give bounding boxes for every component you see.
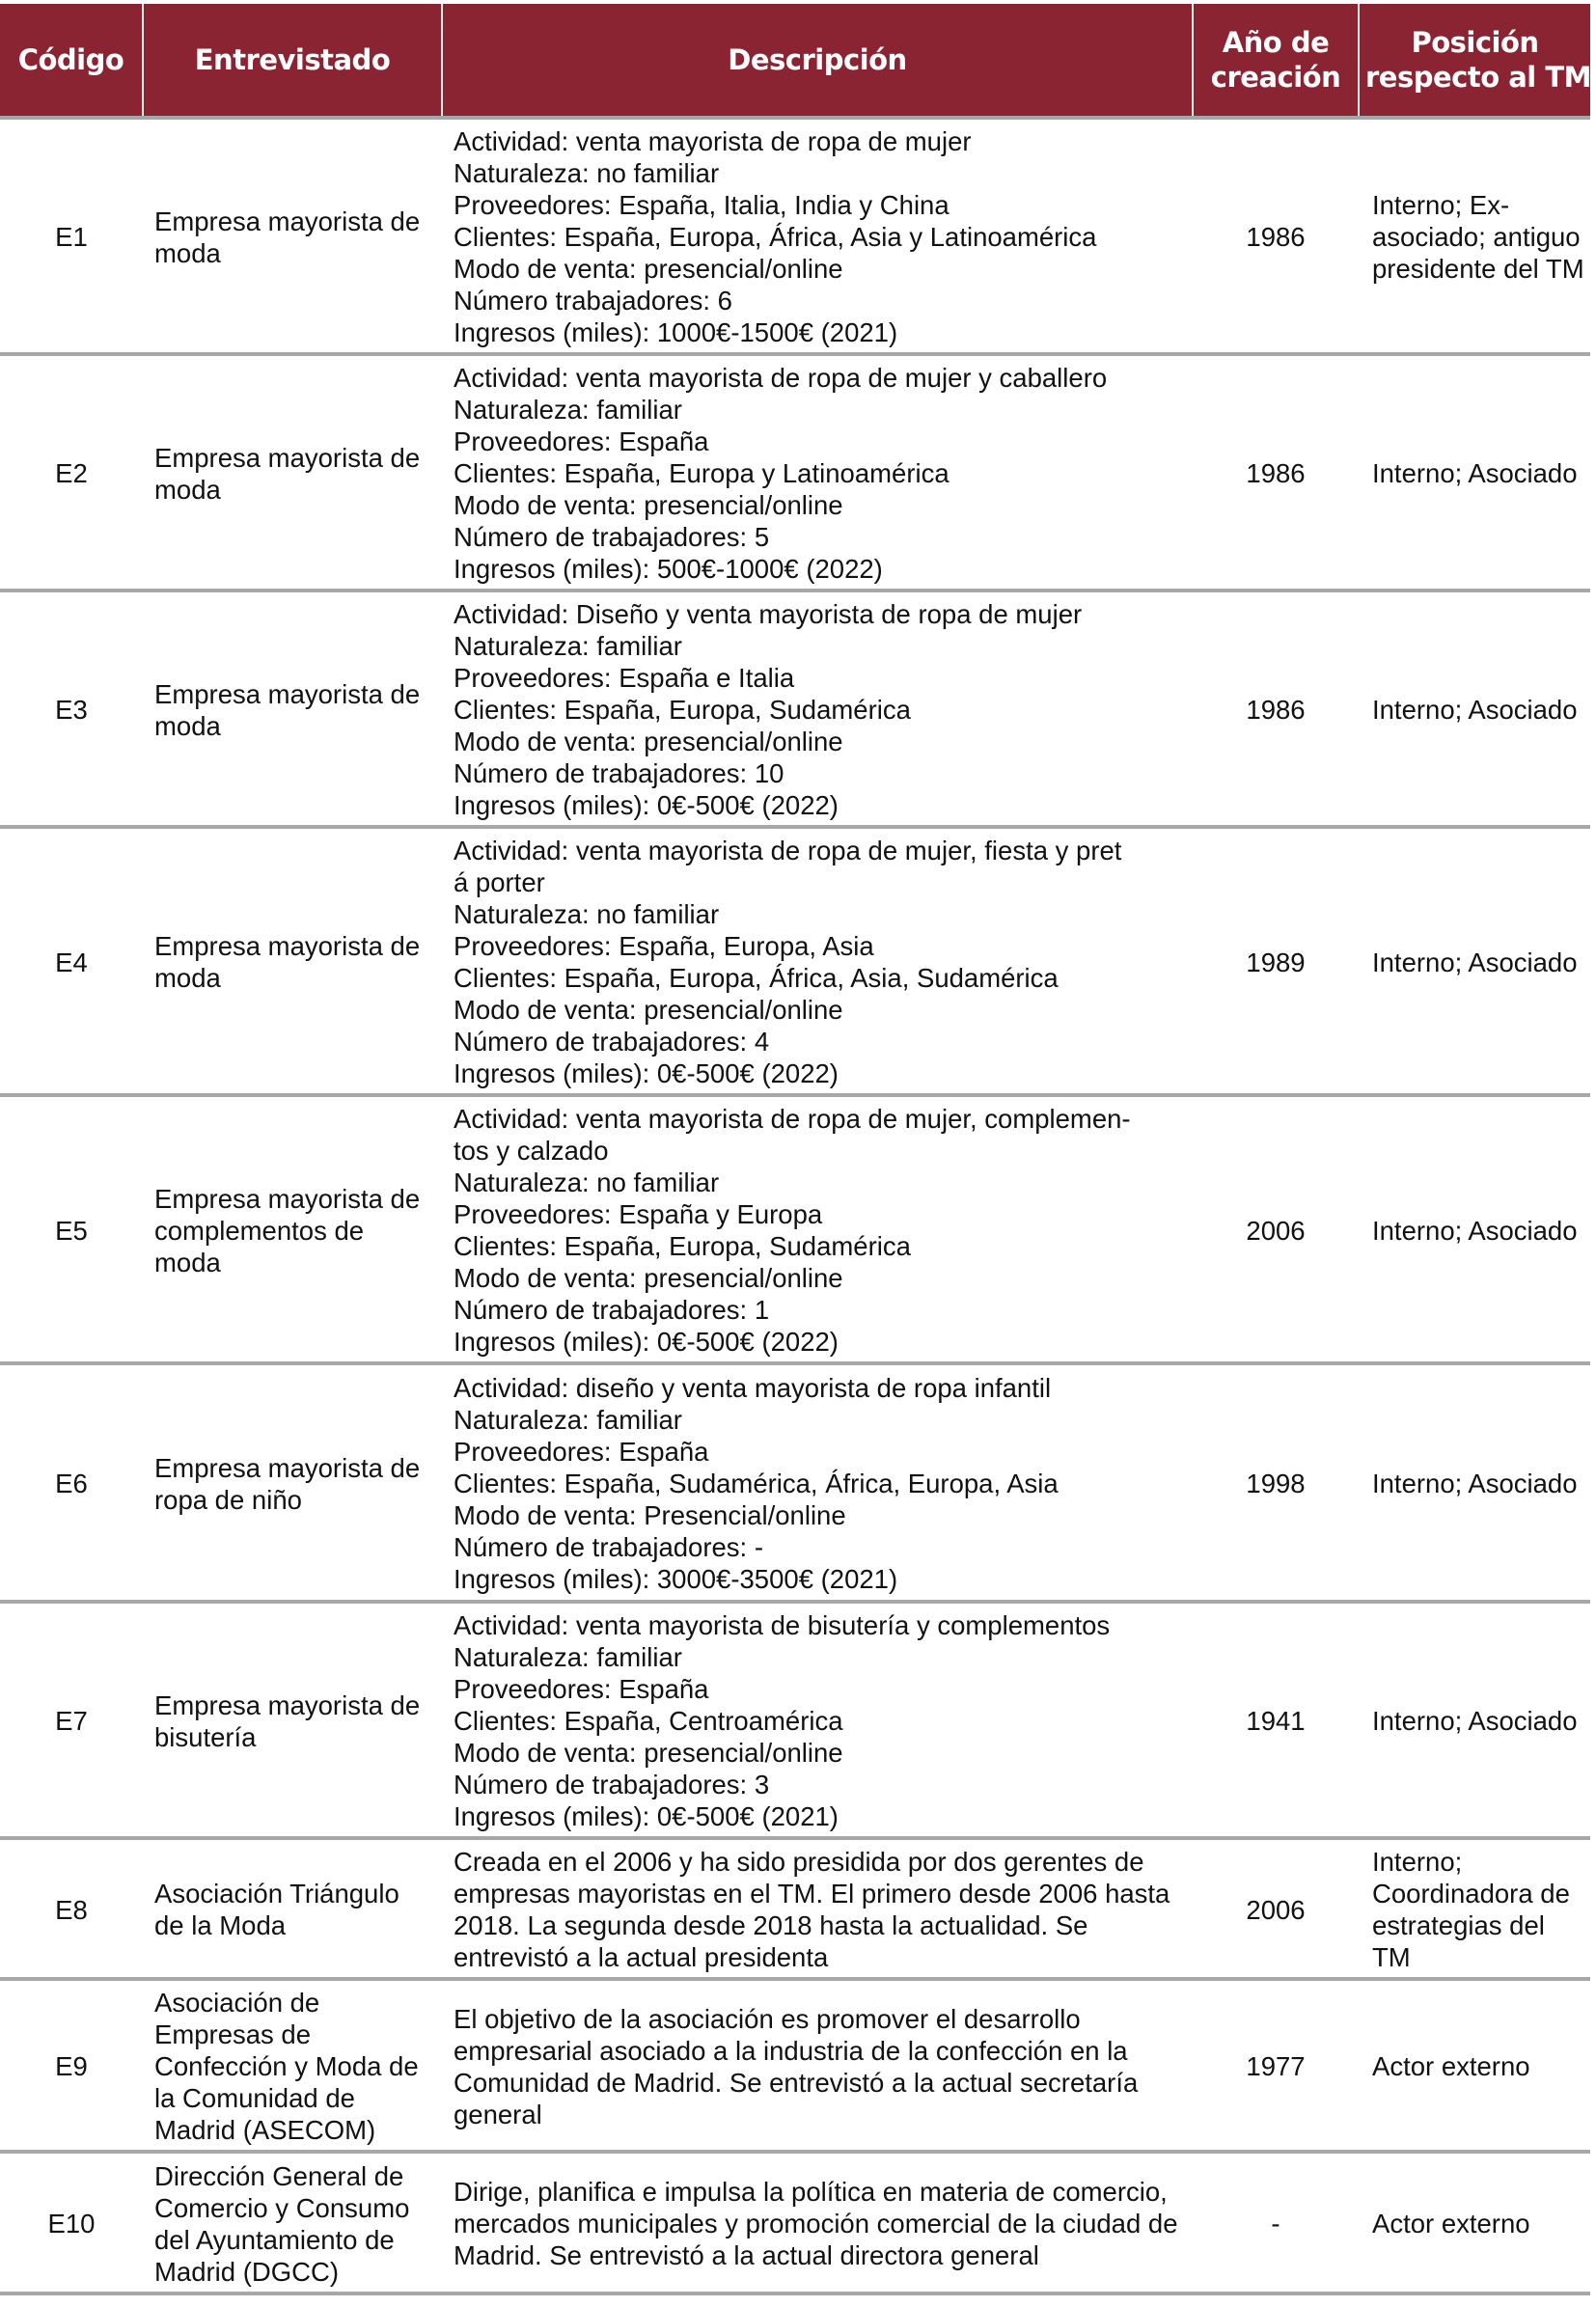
header-year — [1193, 4, 1359, 118]
interviewees-table — [0, 4, 1590, 2295]
description-line: Proveedores: España y Europa — [454, 1199, 823, 1229]
row-year: 2006 — [1193, 1838, 1359, 1979]
description-line: Clientes: España, Sudamérica, África, Europa, Asia — [454, 1469, 1059, 1498]
row-year: 1977 — [1193, 1979, 1359, 2152]
row-year: 1941 — [1193, 1602, 1359, 1838]
row-description — [442, 1095, 1193, 1363]
header-position — [1359, 4, 1590, 118]
table-row — [0, 354, 1590, 590]
description-line: Número de trabajadores: 10 — [454, 758, 784, 788]
description-line: Proveedores: España — [454, 426, 709, 456]
row-interviewee: Empresa mayorista de bisutería — [143, 1602, 442, 1838]
header-year-line1: Año de — [1222, 26, 1330, 59]
description-line: Modo de venta: presencial/online — [454, 254, 843, 284]
description-line: Ingresos (miles): 0€-500€ (2021) — [454, 1801, 839, 1831]
row-code: E8 — [0, 1838, 143, 1979]
header-interviewee: Entrevistado — [143, 4, 442, 118]
row-interviewee: Empresa mayorista de moda — [143, 590, 442, 827]
description-line: Proveedores: España, Italia, India y China — [454, 190, 949, 220]
description-line: Proveedores: España e Italia — [454, 663, 795, 693]
row-interviewee: Empresa mayorista de ropa de niño — [143, 1363, 442, 1602]
description-line: Naturaleza: familiar — [454, 395, 682, 425]
row-code: E6 — [0, 1363, 143, 1602]
row-position: Interno; Asociado — [1359, 1363, 1590, 1602]
description-line: Naturaleza: familiar — [454, 631, 682, 661]
description-line: Proveedores: España, Europa, Asia — [454, 931, 874, 961]
row-year: - — [1193, 2152, 1359, 2293]
description-line: Número de trabajadores: 3 — [454, 1770, 770, 1799]
row-description — [442, 1363, 1193, 1602]
description-line: Naturaleza: familiar — [454, 1405, 682, 1435]
description-line: Clientes: España, Europa, África, Asia y Latinoamérica — [454, 222, 1097, 252]
row-position: Interno; Coordinadora de estrategias del TM — [1359, 1838, 1590, 1979]
row-interviewee: Empresa mayorista de moda — [143, 354, 442, 590]
description-text: Creada en el 2006 y ha sido presidida por dos gerentes de empresas mayoristas en el TM. El primero desde 2006 hasta 2018. La segunda desde 2018 hasta la actualidad. Se entrevistó a la actual presidenta — [454, 1847, 1170, 1972]
header-description: Descripción — [442, 4, 1193, 118]
table-header — [0, 4, 1590, 118]
header-code: Código — [0, 4, 143, 118]
row-code: E7 — [0, 1602, 143, 1838]
description-line: Actividad: venta mayorista de ropa de mujer y caballero — [454, 363, 1108, 393]
header-position-line2: respecto al TM — [1365, 61, 1591, 94]
row-position: Interno; Asociado — [1359, 354, 1590, 590]
row-code: E10 — [0, 2152, 143, 2293]
table-row — [0, 1979, 1590, 2152]
row-interviewee: Dirección General de Comercio y Consumo del Ayuntamiento de Madrid (DGCC) — [143, 2152, 442, 2293]
description-line: Naturaleza: no familiar — [454, 1167, 720, 1197]
row-position: Interno; Asociado — [1359, 590, 1590, 827]
row-code: E9 — [0, 1979, 143, 2152]
row-description — [442, 118, 1193, 354]
description-line: Proveedores: España — [454, 1437, 709, 1467]
description-line: Número de trabajadores: 1 — [454, 1295, 770, 1325]
table-row — [0, 827, 1590, 1095]
description-text: Dirige, planifica e impulsa la política en materia de comercio, mercados municipales y promoción comercial de la ciudad de Madrid. Se entrevistó a la actual directora general — [454, 2177, 1178, 2270]
description-line: Ingresos (miles): 0€-500€ (2022) — [454, 790, 839, 820]
row-interviewee: Empresa mayorista de moda — [143, 827, 442, 1095]
description-line: Ingresos (miles): 3000€-3500€ (2021) — [454, 1564, 898, 1594]
row-position: Interno; Asociado — [1359, 1095, 1590, 1363]
description-line: Ingresos (miles): 500€-1000€ (2022) — [454, 554, 883, 584]
description-line: Número de trabajadores: 4 — [454, 1027, 770, 1057]
row-description — [442, 2152, 1193, 2293]
description-line: Proveedores: España — [454, 1674, 709, 1704]
table-row — [0, 590, 1590, 827]
row-year: 1986 — [1193, 118, 1359, 354]
description-line: Clientes: España, Europa, Sudamérica — [454, 1231, 911, 1261]
description-line: Naturaleza: no familiar — [454, 158, 720, 188]
row-year: 1998 — [1193, 1363, 1359, 1602]
description-line: Clientes: España, Europa, África, Asia, Sudamérica — [454, 963, 1059, 993]
row-year: 1986 — [1193, 590, 1359, 827]
description-line: Naturaleza: familiar — [454, 1642, 682, 1672]
table-row — [0, 1602, 1590, 1838]
description-line: Número de trabajadores: 5 — [454, 522, 770, 552]
table-row — [0, 1363, 1590, 1602]
row-code: E1 — [0, 118, 143, 354]
row-description — [442, 827, 1193, 1095]
description-line: Modo de venta: presencial/online — [454, 995, 843, 1025]
table-row — [0, 1095, 1590, 1363]
description-line: Actividad: Diseño y venta mayorista de ropa de mujer — [454, 599, 1083, 629]
description-line: Ingresos (miles): 0€-500€ (2022) — [454, 1058, 839, 1088]
row-code: E4 — [0, 827, 143, 1095]
description-line: Número de trabajadores: - — [454, 1532, 763, 1562]
description-line: Ingresos (miles): 1000€-1500€ (2021) — [454, 317, 898, 347]
row-interviewee: Asociación de Empresas de Confección y Moda de la Comunidad de Madrid (ASECOM) — [143, 1979, 442, 2152]
description-line: Modo de venta: presencial/online — [454, 1738, 843, 1768]
row-description — [442, 1838, 1193, 1979]
description-line: Clientes: España, Europa, Sudamérica — [454, 695, 911, 725]
row-code: E2 — [0, 354, 143, 590]
table-row — [0, 118, 1590, 354]
header-position-line1: Posición — [1411, 26, 1539, 59]
description-line: Modo de venta: presencial/online — [454, 727, 843, 756]
description-line: Actividad: diseño y venta mayorista de ropa infantil — [454, 1373, 1052, 1403]
description-line: Actividad: venta mayorista de ropa de mujer, complemen- — [454, 1104, 1131, 1134]
row-year: 1986 — [1193, 354, 1359, 590]
row-description — [442, 1979, 1193, 2152]
row-interviewee: Asociación Triángulo de la Moda — [143, 1838, 442, 1979]
header-row — [0, 4, 1590, 118]
table-body — [0, 118, 1590, 2293]
description-line: tos y calzado — [454, 1136, 609, 1166]
row-description — [442, 354, 1193, 590]
description-line: Actividad: venta mayorista de bisutería y complementos — [454, 1610, 1111, 1640]
description-line: á porter — [454, 867, 545, 897]
description-line: Naturaleza: no familiar — [454, 899, 720, 929]
header-year-line2: creación — [1210, 61, 1341, 94]
row-code: E3 — [0, 590, 143, 827]
row-year: 2006 — [1193, 1095, 1359, 1363]
description-line: Actividad: venta mayorista de ropa de mujer — [454, 126, 972, 156]
description-line: Modo de venta: presencial/online — [454, 1263, 843, 1293]
row-position: Interno; Asociado — [1359, 827, 1590, 1095]
description-line: Clientes: España, Centroamérica — [454, 1706, 843, 1736]
description-line: Número trabajadores: 6 — [454, 286, 732, 316]
description-line: Actividad: venta mayorista de ropa de mujer, fiesta y pret — [454, 836, 1122, 865]
table-row — [0, 2152, 1590, 2293]
row-code: E5 — [0, 1095, 143, 1363]
row-description — [442, 1602, 1193, 1838]
description-line: Clientes: España, Europa y Latinoamérica — [454, 458, 949, 488]
row-description — [442, 590, 1193, 827]
row-position: Actor externo — [1359, 2152, 1590, 2293]
row-interviewee: Empresa mayorista de moda — [143, 118, 442, 354]
row-year: 1989 — [1193, 827, 1359, 1095]
description-line: Modo de venta: presencial/online — [454, 490, 843, 520]
description-line: Ingresos (miles): 0€-500€ (2022) — [454, 1327, 839, 1357]
table-row — [0, 1838, 1590, 1979]
row-position: Actor externo — [1359, 1979, 1590, 2152]
row-interviewee: Empresa mayorista de complementos de moda — [143, 1095, 442, 1363]
description-text: El objetivo de la asociación es promover el desarrollo empresarial asociado a la industria de la confección en la Comunidad de Madrid. Se entrevistó a la actual secretaría general — [454, 2003, 1139, 2129]
row-position: Interno; Asociado — [1359, 1602, 1590, 1838]
row-position: Interno; Ex-asociado; antiguo presidente del TM — [1359, 118, 1590, 354]
description-line: Modo de venta: Presencial/online — [454, 1500, 846, 1530]
